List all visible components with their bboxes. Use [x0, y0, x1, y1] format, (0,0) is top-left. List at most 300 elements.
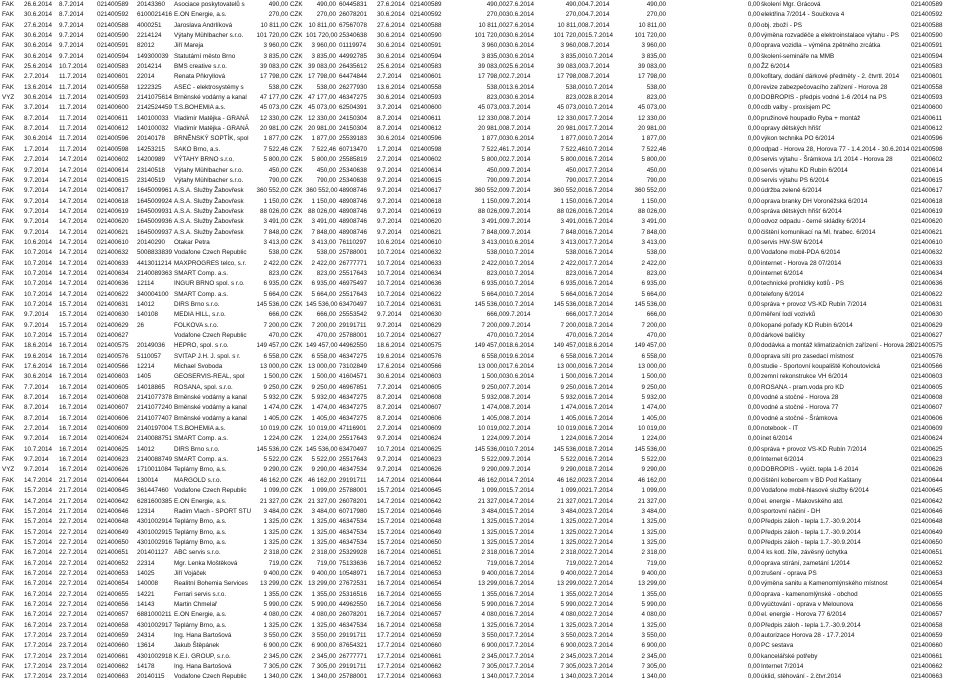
cell-paid-date: 1.7.2014 — [506, 145, 531, 153]
cell-amount-total: 9 400,00 — [311, 569, 336, 577]
cell-variable-symbol: 1645009936 — [137, 218, 173, 226]
cell-due-date: 16.7.2014 — [59, 394, 88, 402]
cell-variable-symbol: 140100032 — [137, 125, 169, 133]
cell-due-date: 8.7.2014 — [59, 1, 84, 8]
cell-supplier-ic: 46347275 — [339, 352, 368, 360]
cell-supplier-ic: 63470497 — [339, 300, 368, 308]
cell-reference-number: 021400629 — [911, 321, 943, 329]
cell-description: Vodafone mobil-PDA 6/2014 — [761, 249, 841, 257]
cell-description: DOBROPIS - vyúčt. tepla 1-6 2014 — [761, 466, 859, 474]
cell-paid-total: 149 457,00 — [553, 342, 585, 350]
cell-doc-type: FAK — [2, 21, 14, 29]
cell-amount-total: 2 345,00 — [311, 652, 336, 660]
cell-doc-type: FAK — [2, 445, 14, 453]
cell-paid-amount: 21 327,00 — [477, 497, 506, 505]
cell-description: sportovní náčiní - DH — [761, 507, 821, 515]
cell-due-date: 14.7.2014 — [59, 197, 88, 205]
cell-balance: 0,00 — [747, 321, 760, 329]
cell-reference-number: 021400656 — [911, 600, 943, 608]
cell-paid-amount: 20 981,00 — [477, 125, 506, 133]
cell-currency: CZK — [290, 642, 303, 650]
cell-doc-number: 021400617 — [410, 187, 442, 195]
cell-supplier-ic: 46347275 — [339, 394, 368, 402]
cell-paid-date: 2.7.2014 — [506, 425, 531, 433]
cell-paid-amount: 145 536,00 — [474, 445, 506, 453]
cell-supplier-ic: 25340638 — [339, 32, 368, 40]
cell-doc-number: 021400598 — [410, 145, 442, 153]
cell-paid-date: 9.7.2014 — [506, 166, 531, 174]
cell-amount: 538,00 — [268, 83, 288, 91]
cell-paid-date: 30.6.2014 — [506, 42, 535, 50]
cell-posting-date: 10.7.2014 — [377, 300, 406, 308]
cell-payment-date: 22.7.2014 — [585, 590, 614, 598]
cell-description: kofitary, dodání dárkové předměty - 2. čtvrtl. 2014 — [761, 73, 900, 81]
cell-amount: 4 080,00 — [263, 611, 288, 619]
table-row — [0, 290, 959, 300]
cell-paid-total: 10 019,00 — [556, 425, 585, 433]
cell-currency: CZK — [290, 342, 303, 350]
cell-reference-number: 021400589 — [911, 1, 943, 8]
cell-balance: 0,00 — [747, 135, 760, 143]
cell-paid-total: 3 484,00 — [560, 507, 585, 515]
table-row — [0, 134, 959, 144]
cell-reference-number: 021400652 — [911, 559, 943, 567]
cell-paid-amount: 6 935,00 — [481, 280, 506, 288]
cell-variable-symbol: 4301002917 — [137, 621, 173, 629]
table-row — [0, 207, 959, 217]
table-row — [0, 476, 959, 486]
cell-reference-number: 021400623 — [911, 456, 943, 464]
cell-paid-total: 88 026,00 — [556, 207, 585, 215]
cell-currency: CZK — [290, 580, 303, 588]
cell-doc-number: 021400566 — [410, 363, 442, 371]
cell-reference-number: 021400566 — [911, 363, 943, 371]
cell-doc-number: 021400588 — [410, 21, 442, 29]
cell-description: Internet 6/2014 — [761, 456, 804, 464]
cell-payment-amount: 7 200,00 — [641, 321, 666, 329]
cell-description: el. energie - Makovského atd. — [761, 497, 844, 505]
cell-internal-number: 021400596 — [97, 135, 129, 143]
cell-amount: 1 355,00 — [263, 590, 288, 598]
cell-variable-symbol: 140108 — [137, 311, 159, 319]
cell-payment-amount: 6 935,00 — [641, 280, 666, 288]
cell-amount-total: 2 422,00 — [311, 259, 336, 267]
cell-reference-number: 021400653 — [911, 569, 943, 577]
cell-paid-total: 538,00 — [565, 249, 585, 257]
cell-internal-number: 021400648 — [97, 518, 129, 526]
cell-paid-date: 16.7.2014 — [506, 559, 535, 567]
cell-issue-date: 30.6.2014 — [24, 373, 53, 381]
cell-paid-date: 15.7.2014 — [506, 518, 535, 526]
cell-issue-date: 17.7.2014 — [24, 631, 53, 639]
cell-issue-date: 15.7.2014 — [24, 487, 53, 495]
cell-internal-number: 021400636 — [97, 280, 129, 288]
cell-variable-symbol: 13614 — [137, 642, 155, 650]
cell-doc-type: FAK — [2, 487, 14, 495]
cell-paid-amount: 538,00 — [486, 83, 506, 91]
cell-paid-amount: 1 877,00 — [481, 135, 506, 143]
cell-payment-date: 22.7.2014 — [585, 611, 614, 619]
cell-paid-total: 3 413,00 — [560, 238, 585, 246]
cell-payment-amount: 1 877,00 — [641, 135, 666, 143]
cell-balance: 0,00 — [747, 197, 760, 205]
cell-internal-number: 021400649 — [97, 528, 129, 536]
cell-internal-number: 021400645 — [97, 487, 129, 495]
table-row — [0, 31, 959, 41]
cell-supplier: Brněnské vodárny a kanal — [174, 94, 247, 102]
cell-paid-date: 10.7.2014 — [506, 259, 535, 267]
cell-description: dárkové balíčky — [761, 332, 805, 339]
cell-description: Internet 7/2014 — [761, 663, 804, 670]
cell-doc-type: FAK — [2, 52, 14, 60]
cell-payment-date: 18.7.2014 — [585, 466, 614, 474]
table-row — [0, 0, 959, 10]
cell-due-date: 22.7.2014 — [59, 580, 88, 588]
cell-supplier-ic: 29191711 — [339, 663, 367, 670]
cell-supplier: T.S.BOHEMIA a.s. — [174, 425, 226, 433]
table-row — [0, 579, 959, 589]
cell-variable-symbol: 1710011084 — [137, 466, 172, 474]
cell-doc-number: 021400657 — [410, 611, 442, 619]
cell-variable-symbol: 14018865 — [137, 383, 166, 391]
cell-variable-symbol: 24314 — [137, 631, 155, 639]
cell-amount: 270,00 — [268, 11, 288, 19]
cell-paid-total: 490,00 — [565, 1, 585, 8]
table-row — [0, 352, 959, 362]
cell-doc-number: 021400623 — [410, 456, 442, 464]
cell-posting-date: 9.7.2014 — [377, 311, 402, 319]
cell-currency: CZK — [290, 507, 303, 515]
cell-paid-total: 12 330,00 — [556, 114, 585, 122]
cell-variable-symbol: 4301002914 — [137, 518, 173, 526]
cell-amount: 3 835,00 — [263, 52, 288, 60]
cell-description: zrušení - oprava PS — [761, 569, 817, 577]
cell-paid-amount: 7 200,00 — [481, 321, 506, 329]
cell-internal-number: 021400620 — [97, 218, 129, 226]
cell-currency: CZK — [290, 135, 303, 143]
cell-amount-total: 470,00 — [316, 332, 336, 339]
cell-paid-total: 7 522,46 — [560, 145, 585, 153]
cell-doc-type: FAK — [2, 569, 14, 577]
cell-doc-type: FAK — [2, 528, 14, 536]
cell-doc-number: 021400607 — [410, 404, 442, 412]
cell-balance: 0,00 — [747, 94, 760, 102]
cell-internal-number: 021400600 — [97, 104, 129, 112]
cell-internal-number: 021400589 — [97, 1, 129, 8]
cell-issue-date: 15.7.2014 — [24, 528, 53, 536]
cell-currency: CZK — [290, 528, 303, 536]
cell-amount: 1 150,00 — [263, 197, 288, 205]
cell-doc-type: FAK — [2, 404, 14, 412]
cell-internal-number: 021400625 — [97, 445, 129, 453]
cell-reference-number: 021400558 — [911, 83, 943, 91]
cell-posting-date: 25.6.2014 — [377, 63, 406, 71]
cell-doc-type: FAK — [2, 104, 14, 112]
cell-supplier: K.E.I. GROUP, s.r.o. — [174, 652, 231, 660]
cell-amount-total: 145 536,00 — [306, 300, 338, 308]
cell-payment-date: 22.7.2014 — [585, 600, 614, 608]
cell-description: odpad - Horova 28, Horova 77 - 1.4.2014 - 30.6.2014 — [761, 145, 910, 153]
cell-amount: 45 073,00 — [259, 104, 288, 112]
cell-issue-date: 9.7.2014 — [24, 176, 49, 184]
cell-amount: 538,00 — [268, 249, 288, 257]
cell-amount-total: 39 083,00 — [307, 63, 336, 71]
cell-currency: CZK — [290, 280, 303, 288]
cell-paid-date: 15.7.2014 — [506, 528, 535, 536]
cell-posting-date: 16.7.2014 — [377, 559, 406, 567]
cell-doc-number: 021400642 — [410, 497, 442, 505]
cell-amount-total: 6 900,00 — [311, 642, 336, 650]
cell-due-date: 23.7.2014 — [59, 642, 88, 650]
cell-reference-number: 021400593 — [911, 94, 943, 102]
cell-amount-total: 490,00 — [316, 1, 336, 8]
cell-issue-date: 9.7.2014 — [24, 435, 49, 443]
cell-doc-number: 021400626 — [410, 466, 442, 474]
cell-supplier-ic: 41604571 — [339, 373, 368, 381]
cell-reference-number: 021400658 — [911, 621, 943, 629]
cell-supplier: Brněnské vodárny a kanal — [174, 404, 247, 412]
cell-issue-date: 16.7.2014 — [24, 590, 53, 598]
cell-variable-symbol: 20140178 — [137, 135, 166, 143]
cell-amount-total: 47 177,00 — [307, 94, 336, 102]
cell-amount: 7 848,00 — [263, 228, 288, 236]
cell-supplier: Renata Pňkryllová — [174, 73, 226, 81]
cell-payment-date: 10.7.2014 — [585, 104, 614, 112]
cell-due-date: 8.7.2014 — [59, 11, 84, 19]
cell-currency: CZK — [290, 156, 303, 164]
cell-due-date: 15.7.2014 — [59, 300, 88, 308]
cell-issue-date: 25.6.2014 — [24, 63, 53, 71]
cell-issue-date: 27.6.2014 — [24, 21, 53, 29]
cell-variable-symbol: 2141077407 — [137, 414, 173, 422]
cell-variable-symbol: 2142524459 — [137, 104, 173, 112]
cell-payment-amount: 149 457,00 — [634, 342, 666, 350]
cell-paid-amount: 6 900,00 — [481, 642, 506, 650]
cell-doc-type: FAK — [2, 1, 14, 8]
cell-supplier: VÝTAHY BRNO s.r.o. — [174, 156, 234, 164]
cell-issue-date: 9.7.2014 — [24, 466, 49, 474]
cell-issue-date: 7.7.2014 — [24, 383, 49, 391]
cell-payment-date: 16.7.2014 — [585, 332, 614, 339]
cell-paid-amount: 5 932,00 — [481, 394, 506, 402]
cell-paid-total: 450,00 — [565, 166, 585, 174]
cell-paid-amount: 1 150,00 — [481, 197, 506, 205]
cell-currency: CZK — [290, 238, 303, 246]
cell-due-date: 16.7.2014 — [59, 456, 88, 464]
cell-reference-number: 021400602 — [911, 156, 943, 164]
cell-doc-type: FAK — [2, 321, 14, 329]
cell-payment-date: 16.7.2014 — [585, 280, 614, 288]
cell-due-date: 21.7.2014 — [59, 497, 88, 505]
cell-amount-total: 450,00 — [316, 166, 336, 174]
cell-currency: CZK — [290, 549, 303, 557]
cell-supplier: SMART Comp. a.s. — [174, 290, 229, 298]
cell-paid-amount: 450,00 — [486, 166, 506, 174]
cell-posting-date: 10.7.2014 — [377, 249, 406, 257]
cell-posting-date: 15.7.2014 — [377, 518, 406, 526]
cell-doc-type: FAK — [2, 425, 14, 433]
cell-paid-amount: 9 290,00 — [481, 466, 506, 474]
cell-doc-number: 021400596 — [410, 135, 442, 143]
cell-currency: CZK — [290, 631, 303, 639]
cell-posting-date: 27.6.2014 — [377, 21, 406, 29]
cell-internal-number: 021400653 — [97, 569, 129, 577]
cell-issue-date: 10.6.2014 — [24, 238, 53, 246]
cell-internal-number: 021400644 — [97, 476, 129, 484]
cell-currency: CZK — [290, 497, 303, 505]
cell-description: měření lodí vozivků — [761, 311, 816, 319]
cell-internal-number: 021400624 — [97, 435, 129, 443]
table-row — [0, 72, 959, 82]
cell-internal-number: 021400615 — [97, 176, 129, 184]
cell-internal-number: 021400661 — [97, 652, 129, 660]
cell-reference-number: 021400619 — [911, 207, 943, 215]
cell-amount-total: 1 325,00 — [311, 621, 336, 629]
cell-supplier-ic: 25788001 — [339, 332, 368, 339]
cell-paid-date: 8.7.2014 — [506, 114, 531, 122]
cell-payment-date: 10.7.2014 — [585, 135, 614, 143]
cell-supplier-ic: 44962550 — [339, 600, 368, 608]
cell-posting-date: 2.7.2014 — [377, 425, 402, 433]
cell-amount: 47 177,00 — [259, 94, 288, 102]
cell-posting-date: 16.7.2014 — [377, 590, 406, 598]
cell-amount: 360 552,00 — [256, 187, 288, 195]
cell-currency: CZK — [290, 218, 303, 226]
cell-payment-amount: 270,00 — [646, 11, 666, 19]
cell-reference-number: 021400634 — [911, 269, 943, 277]
cell-paid-date: 9.7.2014 — [506, 466, 531, 474]
cell-balance: 0,00 — [747, 166, 760, 174]
cell-payment-date: 16.7.2014 — [585, 197, 614, 205]
cell-due-date: 22.7.2014 — [59, 559, 88, 567]
cell-issue-date: 8.7.2014 — [24, 114, 49, 122]
cell-balance: 0,00 — [747, 549, 760, 557]
cell-reference-number: 021400592 — [911, 11, 943, 19]
cell-amount: 719,00 — [268, 559, 288, 567]
cell-doc-number: 021400575 — [410, 342, 442, 350]
cell-currency: CZK — [290, 73, 303, 81]
cell-doc-type: FAK — [2, 114, 14, 122]
cell-reference-number: 021400651 — [911, 549, 943, 557]
cell-due-date: 11.7.2014 — [59, 145, 87, 153]
cell-payment-date: 17.7.2014 — [585, 114, 614, 122]
cell-currency: CZK — [290, 559, 303, 567]
cell-due-date: 22.7.2014 — [59, 538, 88, 546]
cell-due-date: 14.7.2014 — [59, 176, 88, 184]
table-row — [0, 166, 959, 176]
cell-payment-date: 4.7.2014 — [585, 11, 610, 19]
cell-issue-date: 10.7.2014 — [24, 280, 53, 288]
cell-due-date: 11.7.2014 — [59, 83, 87, 91]
cell-posting-date: 7.7.2014 — [377, 383, 402, 391]
cell-reference-number: 021400611 — [911, 114, 943, 122]
cell-paid-date: 16.7.2014 — [506, 600, 535, 608]
cell-payment-date: 10.7.2014 — [585, 52, 614, 60]
cell-currency: CZK — [290, 21, 303, 29]
cell-due-date: 22.7.2014 — [59, 528, 88, 536]
cell-doc-type: FAK — [2, 383, 14, 391]
cell-variable-symbol: 1405 — [137, 373, 152, 381]
cell-currency: CZK — [290, 363, 303, 371]
cell-reference-number: 021400649 — [911, 528, 943, 536]
cell-balance: 0,00 — [747, 187, 760, 195]
cell-supplier: SMART Comp. a.s. — [174, 456, 229, 464]
cell-reference-number: 021400631 — [911, 300, 943, 308]
cell-payment-amount: 5 664,00 — [641, 290, 666, 298]
cell-paid-date: 10.7.2014 — [506, 280, 535, 288]
cell-payment-amount: 450,00 — [646, 166, 666, 174]
cell-payment-date: 22.7.2014 — [585, 528, 614, 536]
cell-due-date: 21.7.2014 — [59, 487, 88, 495]
table-row — [0, 528, 959, 538]
table-row — [0, 672, 959, 682]
cell-posting-date: 17.7.2014 — [377, 631, 406, 639]
cell-payment-amount: 13 299,00 — [637, 580, 666, 588]
cell-paid-date: 9.7.2014 — [506, 176, 531, 184]
cell-supplier-ic: 26078201 — [339, 497, 368, 505]
cell-description: servis výtahu KD Rubín 6/2014 — [761, 166, 848, 174]
cell-amount-total: 270,00 — [316, 11, 336, 19]
cell-variable-symbol: 1645009924 — [137, 197, 173, 205]
cell-description: inet 6/2014 — [761, 435, 793, 443]
cell-payment-date: 17.7.2014 — [585, 238, 614, 246]
cell-issue-date: 16.7.2014 — [24, 611, 53, 619]
cell-doc-type: FAK — [2, 290, 14, 298]
cell-payment-date: 17.7.2014 — [585, 176, 614, 184]
cell-payment-amount: 20 981,00 — [637, 125, 666, 133]
cell-balance: 0,00 — [747, 642, 760, 650]
cell-payment-date: 8.7.2014 — [585, 73, 610, 81]
cell-due-date: 15.7.2014 — [59, 311, 88, 319]
cell-amount-total: 5 932,00 — [311, 394, 336, 402]
cell-balance: 0,00 — [747, 311, 760, 319]
cell-payment-date: 17.7.2014 — [585, 125, 614, 133]
cell-doc-type: FAK — [2, 631, 14, 639]
cell-amount-total: 20 981,00 — [307, 125, 336, 133]
cell-balance: 0,00 — [747, 621, 760, 629]
cell-paid-amount: 9 250,00 — [481, 383, 506, 391]
cell-due-date: 22.7.2014 — [59, 518, 88, 526]
cell-supplier: FOLKOVA s.r.o. — [174, 321, 219, 329]
cell-paid-amount: 1 355,00 — [481, 590, 506, 598]
cell-supplier: E.ON Energie, a.s. — [174, 611, 227, 619]
cell-posting-date: 16.7.2014 — [377, 580, 406, 588]
cell-doc-number: 021400631 — [410, 300, 442, 308]
cell-paid-date: 30.6.2014 — [506, 135, 535, 143]
cell-due-date: 16.7.2014 — [59, 363, 88, 371]
cell-supplier-ic: 75133636 — [339, 559, 368, 567]
table-row — [0, 321, 959, 331]
cell-reference-number: 021400576 — [911, 352, 943, 360]
cell-supplier: Martin Chmelař — [174, 600, 218, 608]
cell-payment-amount: 470,00 — [646, 332, 666, 339]
table-row — [0, 269, 959, 279]
cell-doc-number: 021400632 — [410, 249, 442, 257]
cell-doc-number: 021400622 — [410, 290, 442, 298]
cell-paid-date: 10.7.2014 — [506, 445, 535, 453]
cell-doc-type: FAK — [2, 507, 14, 515]
cell-internal-number: 021400558 — [97, 83, 129, 91]
cell-description: servis výtahu - Šrámkova 1/1 2014 - Horova 28 — [761, 156, 893, 164]
cell-variable-symbol: 2140088749 — [137, 456, 173, 464]
cell-payment-date: 10.7.2014 — [585, 145, 614, 153]
cell-supplier: GEOSERVIS-REAL, spol — [174, 373, 245, 381]
cell-currency: CZK — [290, 456, 303, 464]
cell-doc-type: FAK — [2, 642, 14, 650]
cell-issue-date: 8.7.2014 — [24, 394, 49, 402]
cell-doc-number: 021400603 — [410, 373, 442, 381]
cell-supplier: Asociace poskytovatelů s — [174, 1, 245, 8]
